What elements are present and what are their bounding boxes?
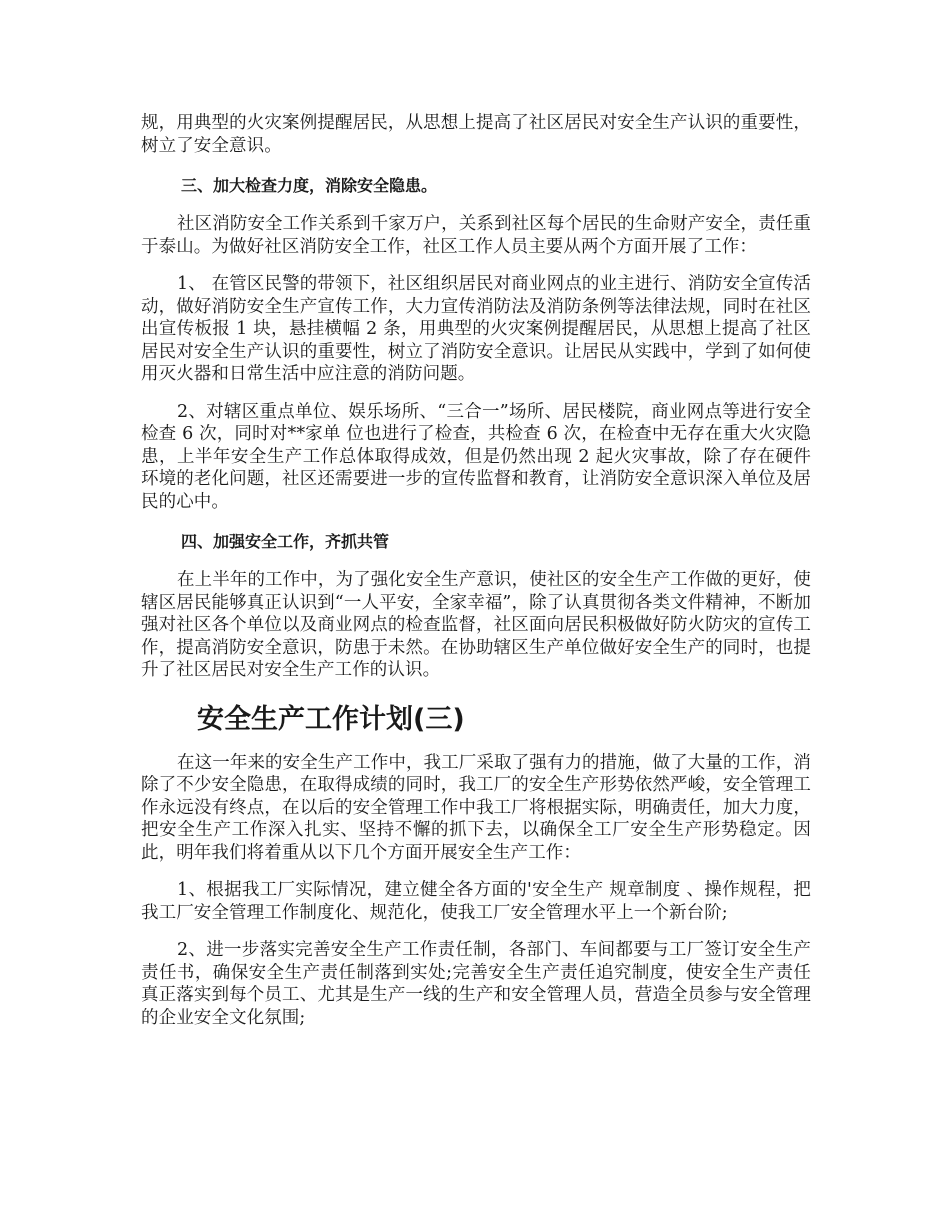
section-heading-joint-management: 四、加强安全工作，齐抓共管 xyxy=(181,532,390,551)
previous-section-tail: 规，用典型的火灾案例提醒居民，从思想上提高了社区居民对安全生产认识的重要性，树立了安全意识。 xyxy=(141,113,811,156)
plan-item-2: 2、进一步落实完善安全生产工作责任制，各部门、车间都要与工厂签订安全生产责任书，确保安全生产责任制落到实处;完善安全生产责任追究制度，使安全生产责任真正落实到每个员工、尤其是生产一线的生产和安全管理人员，营造全员参与安全管理的企业安全文化氛围; xyxy=(141,940,811,1028)
section-heading-inspection: 三、加大检查力度，消除安全隐患。 xyxy=(181,176,438,195)
plan-intro: 在这一年来的安全生产工作中，我工厂采取了强有力的措施，做了大量的工作，消除了不少安全隐患，在取得成绩的同时，我工厂的安全生产形势依然严峻，安全管理工作永远没有终点，在以后的安全管理工作中我工厂将根据实际，明确责任，加大力度，把安全生产工作深入扎实、坚持不懈的抓下去，以确保全工厂安全生产形势稳定。因此，明年我们将着重从以下几个方面开展安全生产工作： xyxy=(141,752,811,863)
plan-item-1: 1、根据我工厂实际情况，建立健全各方面的'安全生产 规章制度 、操作规程，把我工厂安全管理工作制度化、规范化，使我工厂安全管理水平上一个新台阶; xyxy=(141,880,811,923)
section-joint-management-body: 在上半年的工作中，为了强化安全生产意识，使社区的安全生产工作做的更好，使辖区居民能够真正认识到“一人平安，全家幸福”，除了认真贯彻各类文件精神，不断加强对社区各个单位以及商业网点的检查监督，社区面向居民积极做好防火防灾的宣传工作，提高消防安全意识，防患于未然。在协助辖区生产单位做好安全生产的同时，也提升了社区居民对安全生产工作的认识。 xyxy=(141,570,811,680)
section-inspection-item-2: 2、对辖区重点单位、娱乐场所、“三合一”场所、居民楼院，商业网点等进行安全检查 6 次，同时对**家单 位也进行了检查，共检查 6 次，在检查中无存在重大火灾隐患，上半年安全生产工作总体取得成效，但是仍然出现 2 起火灾事故，除了存在硬件环境的老化问题，社区还需要进一步的宣传监督和教育，让消防安全意识深入单位及居民的心中。 xyxy=(141,401,811,512)
plan-title: 安全生产工作计划(三) xyxy=(197,703,465,735)
document-page xyxy=(141,112,811,1029)
section-inspection-item-1: 1、 在管区民警的带领下，社区组织居民对商业网点的业主进行、消防安全宣传活动，做好消防安全生产宣传工作，大力宣传消防法及消防条例等法律法规，同时在社区出宣传板报 1 块，悬挂横幅 2 条，用典型的火灾案例提醒居民，从思想上提高了社区居民对安全生产认识的重要性，树立了消防安全意识。让居民从实践中，学到了如何使用灭火器和日常生活中应注意的消防问题。 xyxy=(141,274,811,384)
section-inspection-intro: 社区消防安全工作关系到千家万户，关系到社区每个居民的生命财产安全，责任重于泰山。为做好社区消防安全工作，社区工作人员主要从两个方面开展了工作： xyxy=(141,214,811,257)
